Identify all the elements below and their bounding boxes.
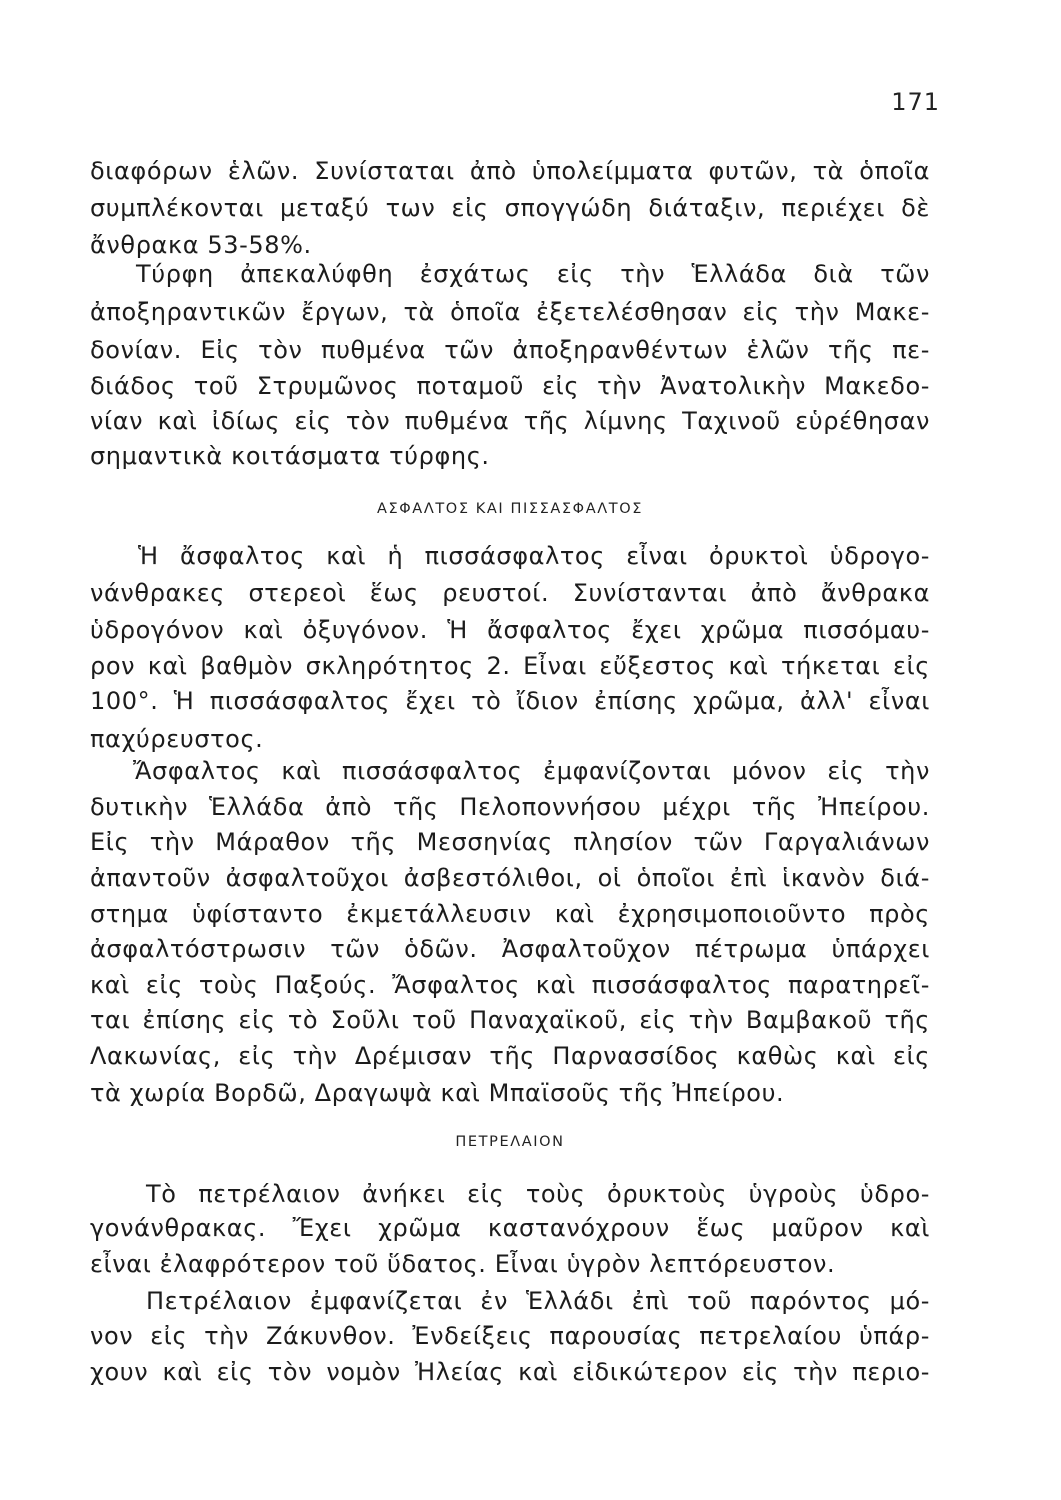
- text-line: τὰ χωρία Βορδῶ, Δραγωψὰ καὶ Μπαϊσοῦς τῆς Ἠπείρου.: [90, 1079, 785, 1107]
- section-heading-petroleum: ΠΕΤΡΕΛΑΙΟΝ: [455, 1134, 565, 1150]
- text-line: διαφόρων ἑλῶν. Συνίσταται ἀπὸ ὑπολείμματα φυτῶν, τὰ ὁποῖα: [90, 157, 930, 185]
- text-line: εἶναι ἐλαφρότερον τοῦ ὕδατος. Εἶναι ὑγρὸν λεπτόρευστον.: [90, 1250, 836, 1278]
- text-line: Ἄσφαλτος καὶ πισσάσφαλτος ἐμφανίζονται μόνον εἰς τὴν: [133, 757, 930, 785]
- text-line: στημα ὑφίσταντο ἐκμετάλλευσιν καὶ ἐχρησιμοποιοῦντο πρὸς: [90, 900, 930, 928]
- text-line: ρον καὶ βαθμὸν σκληρότητος 2. Εἶναι εὔξεστος καὶ τήκεται εἰς: [90, 652, 930, 680]
- text-line: γονάνθρακας. Ἔχει χρῶμα καστανόχρουν ἕως μαῦρον καὶ: [90, 1214, 930, 1242]
- text-line: δυτικὴν Ἑλλάδα ἀπὸ τῆς Πελοποννήσου μέχρι τῆς Ἠπείρου.: [90, 793, 930, 821]
- text-line: ἀπαντοῦν ἀσφαλτοῦχοι ἀσβεστόλιθοι, οἱ ὁποῖοι ἐπὶ ἱκανὸν διά-: [90, 864, 930, 892]
- text-line: Τὸ πετρέλαιον ἀνήκει εἰς τοὺς ὀρυκτοὺς ὑγροὺς ὑδρο-: [146, 1180, 930, 1208]
- text-line: καὶ εἰς τοὺς Παξούς. Ἄσφαλτος καὶ πισσάσφαλτος παρατηρεῖ-: [90, 971, 930, 999]
- text-line: παχύρευστος.: [90, 725, 264, 753]
- text-line: δονίαν. Εἰς τὸν πυθμένα τῶν ἀποξηρανθέντων ἑλῶν τῆς πε-: [90, 336, 930, 364]
- text-line: νον εἰς τὴν Ζάκυνθον. Ἐνδείξεις παρουσίας πετρελαίου ὑπάρ-: [90, 1322, 930, 1350]
- text-line: Τύρφη ἀπεκαλύφθη ἐσχάτως εἰς τὴν Ἑλλάδα διὰ τῶν: [136, 260, 930, 288]
- text-line: 100°. Ἡ πισσάσφαλτος ἔχει τὸ ἴδιον ἐπίσης χρῶμα, ἀλλ' εἶναι: [90, 687, 930, 715]
- text-line: ἀποξηραντικῶν ἔργων, τὰ ὁποῖα ἐξετελέσθησαν εἰς τὴν Μακε-: [90, 298, 930, 326]
- text-line: νίαν καὶ ἰδίως εἰς τὸν πυθμένα τῆς λίμνης Ταχινοῦ εὑρέθησαν: [90, 407, 930, 435]
- text-line: Λακωνίας, εἰς τὴν Δρέμισαν τῆς Παρνασσίδος καθὼς καὶ εἰς: [90, 1042, 930, 1070]
- text-line: Ἡ ἄσφαλτος καὶ ἡ πισσάσφαλτος εἶναι ὀρυκτοὶ ὑδρογο-: [138, 542, 930, 570]
- text-line: ται ἐπίσης εἰς τὸ Σοῦλι τοῦ Παναχαϊκοῦ, εἰς τὴν Βαμβακοῦ τῆς: [90, 1006, 930, 1034]
- text-line: Εἰς τὴν Μάραθον τῆς Μεσσηνίας πλησίον τῶν Γαργαλιάνων: [90, 828, 930, 856]
- text-line: ἀσφαλτόστρωσιν τῶν ὁδῶν. Ἀσφαλτοῦχον πέτρωμα ὑπάρχει: [90, 935, 930, 963]
- text-line: συμπλέκονται μεταξύ των εἰς σπογγώδη διάταξιν, περιέχει δὲ: [90, 194, 930, 222]
- text-line: ἄνθρακα 53-58%.: [90, 231, 312, 259]
- section-heading-asphalt: ΑΣΦΑΛΤΟΣ ΚΑΙ ΠΙΣΣΑΣΦΑΛΤΟΣ: [377, 501, 643, 517]
- text-line: σημαντικὰ κοιτάσματα τύρφης.: [90, 442, 490, 470]
- text-line: Πετρέλαιον ἐμφανίζεται ἐν Ἑλλάδι ἐπὶ τοῦ παρόντος μό-: [146, 1287, 930, 1315]
- text-line: διάδος τοῦ Στρυμῶνος ποταμοῦ εἰς τὴν Ἀνατολικὴν Μακεδο-: [90, 372, 930, 400]
- text-line: ὑδρογόνον καὶ ὀξυγόνον. Ἡ ἄσφαλτος ἔχει χρῶμα πισσόμαυ-: [90, 616, 930, 644]
- text-line: νάνθρακες στερεοὶ ἕως ρευστοί. Συνίστανται ἀπὸ ἄνθρακα: [90, 579, 930, 607]
- page-number: 171: [891, 88, 940, 116]
- text-line: χουν καὶ εἰς τὸν νομὸν Ἠλείας καὶ εἰδικώτερον εἰς τὴν περιο-: [90, 1358, 930, 1386]
